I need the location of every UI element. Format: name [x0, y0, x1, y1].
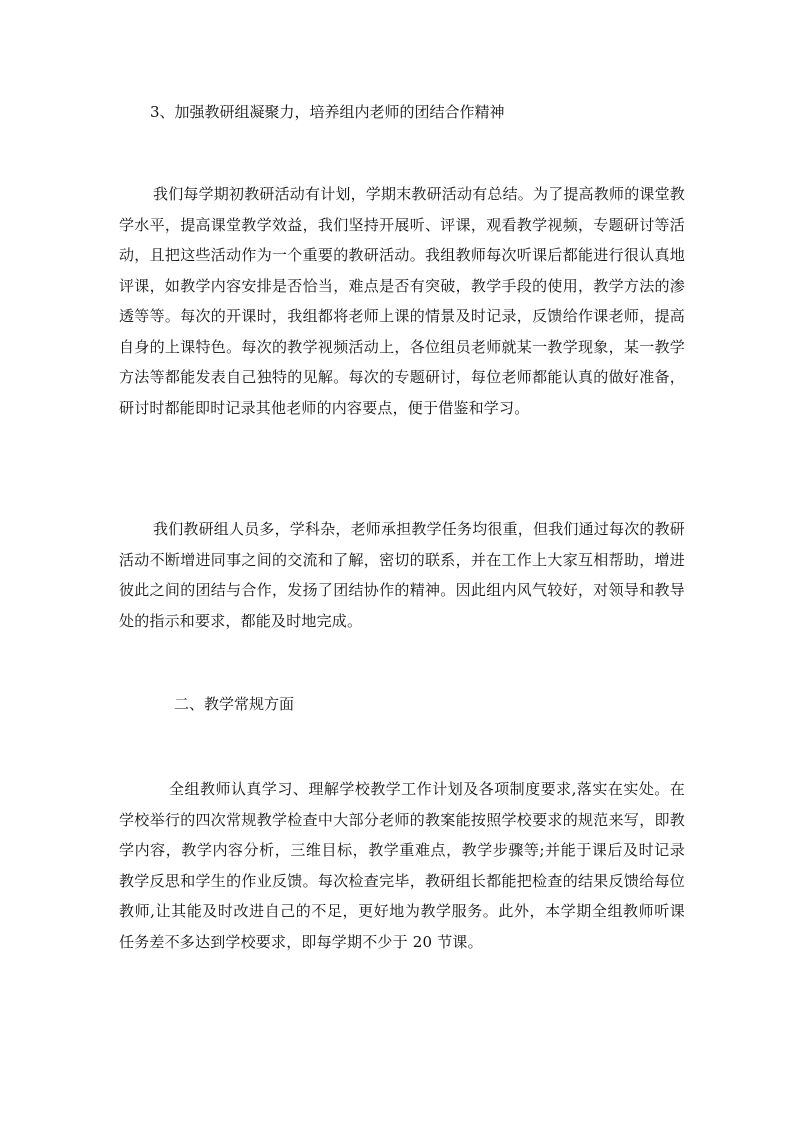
- section-heading-cohesion: 3、加强教研组凝聚力，培养组内老师的团结合作精神: [150, 103, 505, 121]
- paragraph-team-cooperation: 我们教研组人员多，学科杂，老师承担教学任务均很重，但我们通过每次的教研活动不断增进同事之间的交流和了解，密切的联系，并在工作上大家互相帮助，增进彼此之间的团结与合作，发扬了团结协作的精神。因此组内风气较好，对领导和教导处的指示和要求，都能及时地完成。: [119, 520, 686, 630]
- section-heading-teaching-routine: 二、教学常规方面: [174, 695, 295, 713]
- paragraph-teaching-research-activities: 我们每学期初教研活动有计划，学期末教研活动有总结。为了提高教师的课堂教学水平，提高课堂教学效益，我们坚持开展听、评课，观看教学视频，专题研讨等活动，且把这些活动作为一个重要的教研活动。我组教师每次听课后都能进行很认真地评课，如教学内容安排是否恰当，难点是否有突破，教学手段的使用，教学方法的渗透等等。每次的开课时，我组都将老师上课的情景及时记录，反馈给作课老师，提高自身的上课特色。每次的教学视频活动上，各位组员老师就某一教学现象，某一教学方法等都能发表自己独特的见解。每次的专题研讨，每位老师都能认真的做好准备，研讨时都能即时记录其他老师的内容要点，便于借鉴和学习。: [119, 185, 686, 417]
- paragraph-teaching-routine: 全组教师认真学习、理解学校教学工作计划及各项制度要求,落实在实处。在学校举行的四次常规教学检查中大部分老师的教案能按照学校要求的规范来写，即教学内容，教学内容分析，三维目标，教学重难点，教学步骤等;并能于课后及时记录教学反思和学生的作业反馈。每次检查完毕，教研组长都能把检查的结果反馈给每位教师,让其能及时改进自己的不足，更好地为教学服务。此外，本学期全组教师听课任务差不多达到学校要求，即每学期不少于 20 节课。: [119, 780, 685, 951]
